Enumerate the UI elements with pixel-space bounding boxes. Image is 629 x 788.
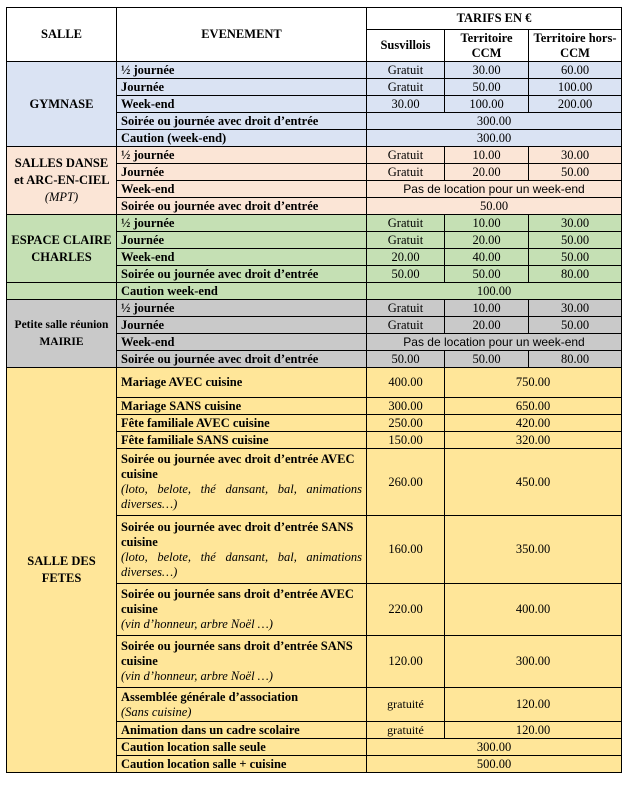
event-label: Soirée ou journée avec droit d’entrée — [117, 113, 367, 130]
price-susvillois: Gratuit — [367, 215, 445, 232]
price-susvillois: 150.00 — [367, 432, 445, 449]
price-territoire: 120.00 — [445, 722, 622, 739]
event-label: Soirée ou journée avec droit d’entrée — [117, 351, 367, 368]
salle-mairie: Petite salle réunion MAIRIE — [7, 300, 117, 368]
price-territoire: 120.00 — [445, 688, 622, 722]
price-territoire: 300.00 — [445, 636, 622, 688]
header-tarifs: TARIFS EN € — [367, 8, 622, 30]
price-ccm: 50.00 — [445, 266, 529, 283]
salle-name: SALLES DANSE et ARC-EN-CIEL — [14, 156, 109, 187]
event-label: Week-end — [117, 181, 367, 198]
price-susvillois: 400.00 — [367, 368, 445, 398]
price-territoire: 650.00 — [445, 398, 622, 415]
price-susvillois: 120.00 — [367, 636, 445, 688]
price-susvillois: Gratuit — [367, 300, 445, 317]
price-ccm: 20.00 — [445, 164, 529, 181]
event-label: Soirée ou journée avec droit d’entrée SANS cuisine — [121, 519, 354, 549]
price-susvillois: Gratuit — [367, 62, 445, 79]
event-label: Journée — [117, 232, 367, 249]
price-all: 300.00 — [367, 113, 622, 130]
event-label: Fête familiale AVEC cuisine — [117, 415, 367, 432]
event-note: (loto, belote, thé dansant, bal, animations diverses…) — [121, 482, 362, 511]
price-susvillois: 50.00 — [367, 351, 445, 368]
price-ccm: 40.00 — [445, 249, 529, 266]
header-evenement: EVENEMENT — [117, 8, 367, 62]
event-cell — [117, 636, 367, 688]
price-hors-ccm: 50.00 — [529, 249, 622, 266]
event-label: Week-end — [117, 334, 367, 351]
header-hors-ccm: Territoire hors-CCM — [529, 30, 622, 62]
price-ccm: 50.00 — [445, 351, 529, 368]
price-susvillois: 300.00 — [367, 398, 445, 415]
event-note: (Sans cuisine) — [121, 704, 192, 719]
price-ccm: 10.00 — [445, 215, 529, 232]
price-all: Pas de location pour un week-end — [367, 334, 622, 351]
price-territoire: 400.00 — [445, 584, 622, 636]
price-territoire: 450.00 — [445, 449, 622, 516]
price-all: 300.00 — [367, 739, 622, 756]
price-hors-ccm: 50.00 — [529, 232, 622, 249]
tariff-table — [6, 7, 622, 773]
event-label: Journée — [117, 317, 367, 334]
price-hors-ccm: 60.00 — [529, 62, 622, 79]
event-cell — [117, 449, 367, 516]
price-all: 300.00 — [367, 130, 622, 147]
price-susvillois: 30.00 — [367, 96, 445, 113]
price-susvillois: 160.00 — [367, 516, 445, 584]
event-note: (loto, belote, thé dansant, bal, animations diverses…) — [121, 549, 362, 579]
event-label: Week-end — [117, 249, 367, 266]
price-susvillois: Gratuit — [367, 79, 445, 96]
price-ccm: 20.00 — [445, 232, 529, 249]
price-hors-ccm: 50.00 — [529, 164, 622, 181]
event-label: ½ journée — [117, 147, 367, 164]
header-susvillois: Susvillois — [367, 30, 445, 62]
price-territoire: 320.00 — [445, 432, 622, 449]
event-label: ½ journée — [117, 62, 367, 79]
price-susvillois: Gratuit — [367, 147, 445, 164]
price-hors-ccm: 30.00 — [529, 147, 622, 164]
price-hors-ccm: 80.00 — [529, 266, 622, 283]
event-label: Week-end — [117, 96, 367, 113]
price-hors-ccm: 100.00 — [529, 79, 622, 96]
price-susvillois: 20.00 — [367, 249, 445, 266]
price-territoire: 420.00 — [445, 415, 622, 432]
event-label: Mariage AVEC cuisine — [117, 368, 367, 398]
price-ccm: 100.00 — [445, 96, 529, 113]
price-susvillois: 50.00 — [367, 266, 445, 283]
price-susvillois: Gratuit — [367, 164, 445, 181]
price-ccm: 50.00 — [445, 79, 529, 96]
event-note: (vin d’honneur, arbre Noël …) — [121, 617, 273, 631]
price-susvillois: Gratuit — [367, 317, 445, 334]
price-all: 500.00 — [367, 756, 622, 773]
salle-espace-claire-charles: ESPACE CLAIRE CHARLES — [7, 215, 117, 283]
event-cell — [117, 584, 367, 636]
price-ccm: 10.00 — [445, 147, 529, 164]
event-label: Soirée ou journée sans droit d’entrée AVEC cuisine — [121, 587, 354, 616]
price-hors-ccm: 200.00 — [529, 96, 622, 113]
header-salle: SALLE — [7, 8, 117, 62]
event-label: Soirée ou journée avec droit d’entrée — [117, 198, 367, 215]
price-susvillois: 250.00 — [367, 415, 445, 432]
event-label: ½ journée — [117, 215, 367, 232]
price-susvillois: gratuité — [367, 688, 445, 722]
event-label: Mariage SANS cuisine — [117, 398, 367, 415]
event-label: Assemblée générale d’association — [121, 689, 299, 704]
event-label: Fête familiale SANS cuisine — [117, 432, 367, 449]
price-susvillois: gratuité — [367, 722, 445, 739]
event-label: Caution location salle seule — [117, 739, 367, 756]
event-label: Caution location salle + cuisine — [117, 756, 367, 773]
event-label: Journée — [117, 79, 367, 96]
price-susvillois: 220.00 — [367, 584, 445, 636]
price-hors-ccm: 50.00 — [529, 317, 622, 334]
price-hors-ccm: 80.00 — [529, 351, 622, 368]
salle-gymnase: GYMNASE — [7, 62, 117, 147]
salle-danse-arc-en-ciel — [7, 147, 117, 215]
price-ccm: 20.00 — [445, 317, 529, 334]
event-label: Animation dans un cadre scolaire — [117, 722, 367, 739]
price-territoire: 350.00 — [445, 516, 622, 584]
price-territoire: 750.00 — [445, 368, 622, 398]
salle-spacer — [7, 283, 117, 300]
salle-des-fetes: SALLE DES FETES — [7, 368, 117, 773]
price-susvillois: Gratuit — [367, 232, 445, 249]
event-cell — [117, 688, 367, 722]
header-territoire-ccm: Territoire CCM — [445, 30, 529, 62]
event-label: Journée — [117, 164, 367, 181]
price-hors-ccm: 30.00 — [529, 300, 622, 317]
event-label: Soirée ou journée sans droit d’entrée SANS cuisine — [121, 639, 353, 668]
event-note: (vin d’honneur, arbre Noël …) — [121, 669, 273, 683]
salle-suffix: (MPT) — [44, 190, 79, 204]
price-susvillois: 260.00 — [367, 449, 445, 516]
price-hors-ccm: 30.00 — [529, 215, 622, 232]
event-label: Soirée ou journée avec droit d’entrée — [117, 266, 367, 283]
event-label: ½ journée — [117, 300, 367, 317]
event-label: Caution week-end — [117, 283, 367, 300]
price-ccm: 30.00 — [445, 62, 529, 79]
event-cell — [117, 516, 367, 584]
price-all: 50.00 — [367, 198, 622, 215]
price-all: Pas de location pour un week-end — [367, 181, 622, 198]
price-all: 100.00 — [367, 283, 622, 300]
event-label: Caution (week-end) — [117, 130, 367, 147]
price-ccm: 10.00 — [445, 300, 529, 317]
event-label: Soirée ou journée avec droit d’entrée AVEC cuisine — [121, 452, 355, 481]
